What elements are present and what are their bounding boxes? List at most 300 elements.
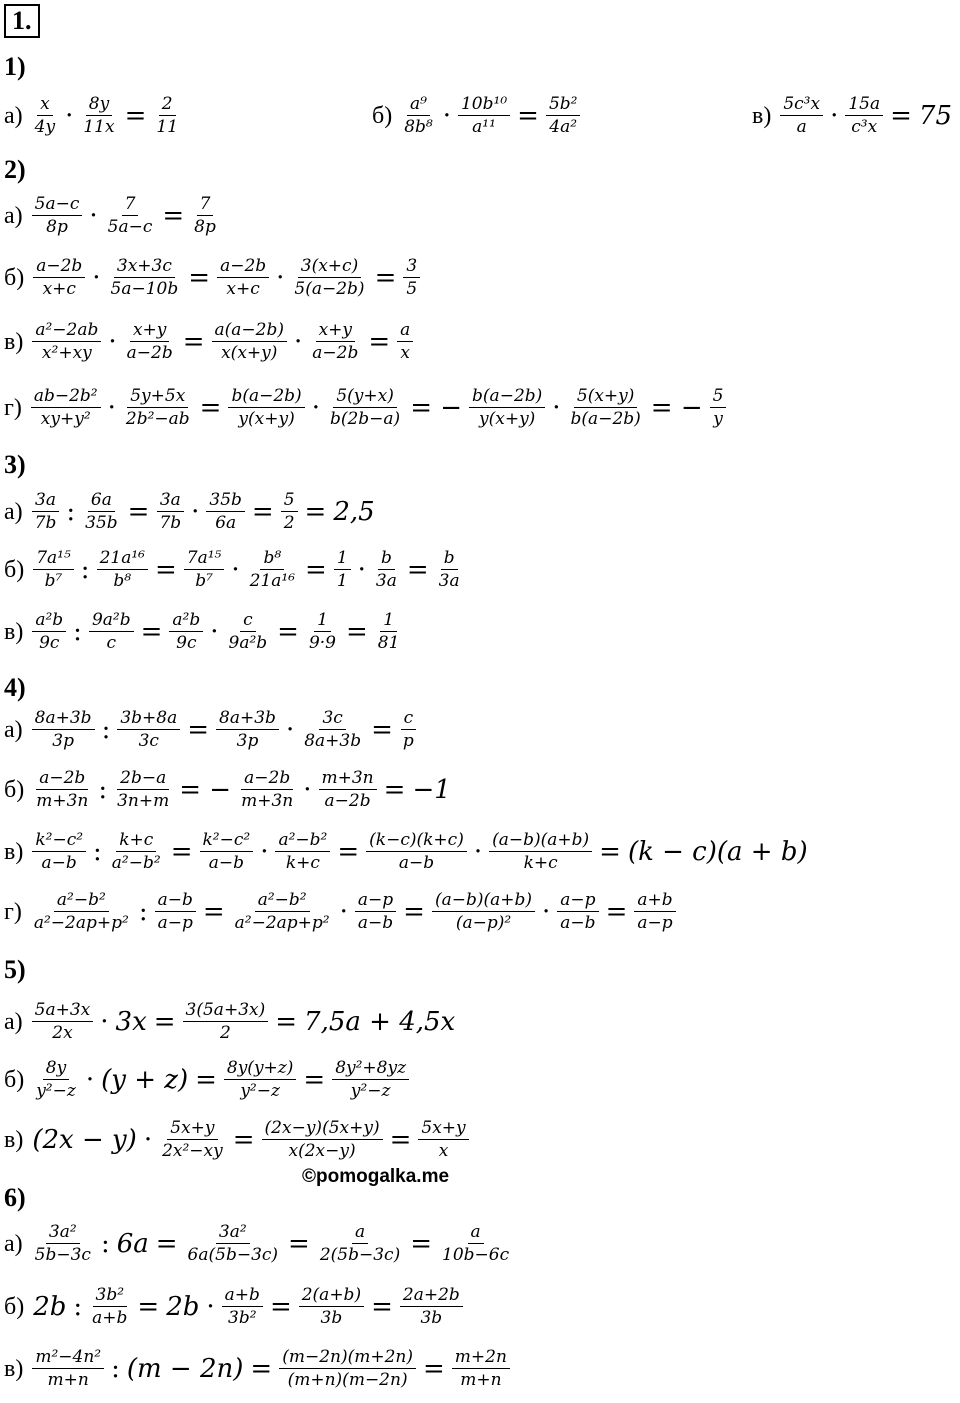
fraction: [31, 890, 132, 933]
operator: =: [371, 714, 393, 745]
fraction-numerator: (m−2n)(m+2n): [279, 1347, 416, 1369]
task-number: 1.: [4, 4, 40, 38]
fraction-denominator: 2: [283, 513, 295, 533]
expression: (2x − y): [32, 1124, 137, 1155]
fraction: [32, 830, 86, 873]
operator: =: [127, 496, 150, 527]
fraction-denominator: 11x: [83, 117, 115, 137]
fraction-numerator: a−p: [557, 890, 598, 912]
operator: = −: [179, 774, 232, 805]
fraction-denominator: m+n: [460, 1370, 502, 1390]
fraction-denominator: m+3n: [36, 791, 89, 811]
fraction-denominator: k+c: [285, 853, 320, 873]
item-label: б): [4, 1066, 25, 1093]
fraction-numerator: 7: [122, 194, 139, 216]
fraction-numerator: 5(y+x): [333, 386, 397, 408]
section-label: 1): [4, 52, 26, 81]
fraction-numerator: ab−2b²: [31, 386, 101, 408]
operator: ·: [92, 262, 101, 293]
item-label: г): [4, 394, 22, 421]
fraction-numerator: 5: [281, 490, 298, 512]
fraction-numerator: a: [352, 1222, 368, 1244]
fraction-numerator: (k−c)(k+c): [366, 830, 467, 852]
operator: :: [98, 774, 108, 805]
fraction: [262, 1118, 383, 1161]
operator: ·: [65, 100, 74, 131]
operator: =: [251, 496, 274, 527]
fraction: [169, 610, 203, 653]
fraction: [184, 548, 225, 591]
fraction-denominator: 5: [406, 279, 418, 299]
fraction-denominator: 5(a−2b): [294, 279, 365, 299]
item-label: б): [4, 1293, 25, 1320]
fraction-denominator: y²−z: [240, 1081, 280, 1101]
operator: ·: [108, 326, 117, 357]
fraction: [373, 548, 400, 591]
fraction-numerator: a: [468, 1222, 484, 1244]
fraction: [33, 1058, 79, 1101]
fraction-numerator: m+2n: [452, 1347, 510, 1369]
fraction-numerator: x+y: [130, 320, 169, 342]
fraction-numerator: 3c: [319, 708, 345, 730]
fraction-denominator: m+3n: [241, 791, 294, 811]
fraction-denominator: 8a+3b: [304, 731, 362, 751]
fraction-numerator: a²−b²: [275, 830, 330, 852]
operator: ·: [231, 554, 240, 585]
operator: =: [153, 1006, 176, 1037]
fraction-denominator: a²−2ap+p²: [234, 913, 330, 933]
fraction-denominator: 4y: [34, 117, 56, 137]
fraction-numerator: c: [240, 610, 256, 632]
fraction-numerator: a²−b²: [255, 890, 310, 912]
fraction: [291, 256, 367, 299]
equation-line: [4, 386, 729, 429]
operator: =: [303, 1064, 326, 1095]
fraction: [845, 94, 883, 137]
operator: =: [337, 836, 360, 867]
fraction: [156, 490, 184, 533]
operator: =: [187, 714, 210, 745]
operator: =: [389, 1124, 412, 1155]
fraction: [33, 768, 91, 811]
fraction-numerator: 6a: [88, 490, 115, 512]
fraction: [301, 708, 364, 751]
watermark: ©pomogalka.me: [302, 1166, 450, 1187]
fraction-denominator: 3a: [375, 571, 397, 591]
fraction: [452, 1347, 510, 1390]
fraction-denominator: m+n: [47, 1370, 89, 1390]
fraction-numerator: 5x+y: [167, 1118, 217, 1140]
operator: ·: [285, 714, 295, 745]
fraction-denominator: y²−z: [350, 1081, 391, 1101]
fraction: [159, 1118, 226, 1161]
fraction-denominator: 4a²: [549, 117, 578, 137]
fraction: [114, 768, 172, 811]
item-label: а): [4, 716, 23, 743]
operator: =: [403, 896, 425, 927]
item-label: в): [752, 102, 772, 129]
fraction: [80, 94, 117, 137]
fraction: [332, 1058, 409, 1101]
fraction-numerator: 5(x+y): [574, 386, 638, 408]
item-label: а): [4, 498, 23, 525]
fraction-denominator: b(2b−a): [329, 409, 401, 429]
section-label: 6): [4, 1183, 26, 1212]
fraction-denominator: y: [713, 409, 723, 429]
fraction: [432, 890, 535, 933]
fraction-numerator: 2: [159, 94, 176, 116]
fraction: [33, 548, 74, 591]
operator: =: [599, 836, 621, 867]
fraction-denominator: a−2b: [324, 791, 371, 811]
item-label: в): [4, 1355, 24, 1382]
fraction-numerator: m+3n: [319, 768, 377, 790]
fraction-denominator: a−2b: [126, 343, 173, 363]
equation-line: [372, 94, 583, 137]
operator: :: [101, 714, 111, 745]
fraction-denominator: 8p: [194, 217, 216, 237]
equation-line: [4, 490, 378, 533]
item-label: в): [4, 1126, 24, 1153]
fraction-denominator: x: [400, 343, 410, 363]
item-label: б): [372, 102, 393, 129]
fraction-numerator: a²b: [169, 610, 203, 632]
expression: (k − c)(a + b): [627, 836, 808, 867]
operator: =: [154, 554, 177, 585]
fraction-numerator: b(a−2b): [228, 386, 304, 408]
fraction-denominator: 3a: [438, 571, 460, 591]
fraction: [123, 386, 193, 429]
operator: ·: [260, 836, 269, 867]
operator: ·: [276, 262, 285, 293]
fraction: [458, 94, 510, 137]
item-label: в): [4, 618, 24, 645]
fraction-numerator: x+y: [316, 320, 355, 342]
fraction-numerator: a⁹: [407, 94, 430, 116]
operator: =: [605, 896, 628, 927]
operator: :: [93, 836, 102, 867]
operator: ·: [311, 392, 320, 423]
fraction-denominator: 6a: [215, 513, 237, 533]
operator: =: [188, 262, 211, 293]
expression: (y + z): [101, 1064, 189, 1095]
operator: ·: [143, 1124, 153, 1155]
fraction: [206, 490, 245, 533]
operator: :: [138, 896, 148, 927]
fraction: [82, 490, 121, 533]
fraction-denominator: 9a²b: [228, 633, 268, 653]
fraction: [334, 548, 351, 591]
operator: =: [232, 1124, 255, 1155]
fraction-denominator: a−b: [357, 913, 394, 933]
fraction-denominator: b⁷: [44, 571, 63, 591]
fraction-denominator: xy+y²: [40, 409, 91, 429]
expression: −1: [412, 774, 451, 805]
operator: =: [371, 1291, 393, 1322]
section-label: 3): [4, 450, 26, 479]
fraction: [355, 890, 396, 933]
equation-line: [4, 890, 679, 933]
item-label: а): [4, 202, 23, 229]
fraction-numerator: 8y: [43, 1058, 69, 1080]
fraction: [32, 610, 66, 653]
fraction: [400, 1285, 463, 1328]
operator: :: [66, 496, 76, 527]
item-label: а): [4, 1230, 23, 1257]
fraction-denominator: a−2b: [312, 343, 359, 363]
operator: =: [202, 896, 225, 927]
fraction-numerator: 1: [380, 610, 397, 632]
operator: ·: [442, 100, 451, 131]
section-label: 2): [4, 155, 26, 184]
fraction-denominator: 3b: [320, 1308, 343, 1328]
operator: =: [250, 1353, 273, 1384]
equation-line: [4, 1285, 466, 1328]
fraction-numerator: a: [397, 320, 413, 342]
fraction-denominator: a²−2ap+p²: [33, 913, 129, 933]
expression: 75: [918, 100, 953, 131]
fraction-numerator: 1: [314, 610, 331, 632]
fraction-numerator: b(a−2b): [469, 386, 545, 408]
fraction-denominator: x+c: [226, 279, 260, 299]
fraction: [32, 194, 83, 237]
section-label: 5): [4, 955, 26, 984]
fraction-denominator: 11: [156, 117, 179, 137]
fraction-numerator: 5a+3x: [32, 1000, 94, 1022]
fraction-numerator: b: [441, 548, 458, 570]
fraction: [183, 1000, 269, 1043]
fraction-numerator: 35b: [206, 490, 245, 512]
fraction: [232, 890, 333, 933]
fraction: [97, 548, 148, 591]
fraction-numerator: 15a: [845, 94, 883, 116]
operator: =: [137, 1291, 160, 1322]
fraction: [224, 1058, 297, 1101]
fraction-denominator: (a−p)²: [455, 913, 512, 933]
fraction-denominator: a²−b²: [111, 853, 161, 873]
fraction-denominator: 7b: [159, 513, 182, 533]
equation-line: [4, 1347, 513, 1390]
fraction-denominator: 9c: [39, 633, 60, 653]
fraction-numerator: 3x+3c: [114, 256, 175, 278]
fraction: [89, 1285, 130, 1328]
item-label: в): [4, 838, 24, 865]
fraction-numerator: a−p: [355, 890, 396, 912]
fraction: [469, 386, 545, 429]
fraction-denominator: 3b: [420, 1308, 443, 1328]
fraction-denominator: 9·9: [308, 633, 336, 653]
fraction-denominator: x: [438, 1141, 449, 1161]
item-label: в): [4, 328, 24, 355]
item-label: б): [4, 264, 25, 291]
operator: =: [410, 1228, 433, 1259]
fraction-numerator: 5: [710, 386, 727, 408]
equation-line: [4, 256, 423, 299]
fraction: [238, 768, 296, 811]
fraction-numerator: 3a²: [216, 1222, 250, 1244]
equation-line: [4, 768, 454, 811]
fraction-numerator: 3: [403, 256, 420, 278]
fraction: [439, 1222, 512, 1265]
fraction: [568, 386, 644, 429]
operator: ·: [191, 496, 200, 527]
fraction-denominator: 8b⁸: [404, 117, 433, 137]
fraction: [155, 890, 196, 933]
equation-line: [4, 320, 416, 363]
equation-line: [4, 1222, 515, 1265]
fraction-denominator: y(x+y): [238, 409, 295, 429]
operator: =: [305, 554, 327, 585]
fraction-denominator: 1: [336, 571, 348, 591]
equation-line: [752, 94, 955, 137]
item-label: а): [4, 1008, 23, 1035]
operator: = −: [410, 392, 463, 423]
expression: 2,5: [333, 496, 375, 527]
fraction: [89, 610, 134, 653]
fraction-denominator: y(x+y): [479, 409, 536, 429]
fraction-numerator: 5b²: [546, 94, 581, 116]
operator: =: [124, 100, 147, 131]
fraction: [247, 548, 298, 591]
fraction-numerator: a+b: [222, 1285, 263, 1307]
fraction: [319, 768, 377, 811]
fraction: [32, 708, 95, 751]
operator: ·: [552, 392, 561, 423]
fraction: [185, 1222, 282, 1265]
fraction: [327, 386, 403, 429]
fraction: [279, 1347, 416, 1390]
fraction-numerator: 10b¹⁰: [458, 94, 510, 116]
expression: 2b: [166, 1291, 200, 1322]
operator: =: [890, 100, 912, 131]
fraction: [418, 1118, 468, 1161]
operator: :: [111, 1353, 120, 1384]
fraction-denominator: a−b: [560, 913, 596, 933]
section-label: 4): [4, 673, 26, 702]
fraction-numerator: 3a²: [46, 1222, 80, 1244]
equation-line: [4, 1000, 458, 1043]
fraction-denominator: 7b: [34, 513, 57, 533]
fraction-numerator: 3a: [32, 490, 59, 512]
fraction-numerator: 7a¹⁵: [33, 548, 74, 570]
fraction-numerator: 2(a+b): [299, 1285, 364, 1307]
fraction-denominator: b(a−2b): [570, 409, 641, 429]
fraction-numerator: c: [401, 708, 417, 730]
fraction-denominator: (m+n)(m−2n): [287, 1370, 408, 1390]
fraction-numerator: b⁸: [260, 548, 284, 570]
operator: :: [80, 554, 90, 585]
fraction-denominator: b⁸: [113, 571, 132, 591]
equation-line: [4, 194, 222, 237]
operator: ·: [357, 554, 366, 585]
operator: ·: [85, 1064, 95, 1095]
fraction-denominator: c³x: [851, 117, 878, 137]
fraction-numerator: b: [378, 548, 395, 570]
operator: ·: [100, 1006, 109, 1037]
operator: =: [368, 326, 391, 357]
operator: ·: [542, 896, 551, 927]
operator: :: [73, 616, 82, 647]
operator: =: [288, 1228, 310, 1259]
fraction-numerator: a+b: [634, 890, 675, 912]
expression: 7,5a + 4,5x: [304, 1006, 456, 1037]
fraction: [32, 1222, 94, 1265]
fraction-denominator: 9c: [176, 633, 197, 653]
operator: =: [346, 616, 368, 647]
fraction-denominator: 6a(5b−3c): [187, 1245, 279, 1265]
fraction-denominator: y²−z: [36, 1081, 76, 1101]
fraction: [32, 94, 58, 137]
fraction-denominator: k+c: [523, 853, 558, 873]
fraction: [32, 320, 101, 363]
fraction-denominator: 3p: [236, 731, 259, 751]
operator: ·: [830, 100, 839, 131]
fraction: [557, 890, 598, 933]
fraction-denominator: b⁷: [195, 571, 213, 591]
fraction-denominator: x(2x−y): [288, 1141, 356, 1161]
fraction-numerator: 3a: [157, 490, 184, 512]
fraction-numerator: 1: [334, 548, 351, 570]
fraction: [281, 490, 298, 533]
fraction: [217, 256, 269, 299]
fraction-numerator: a−2b: [217, 256, 269, 278]
item-label: а): [4, 102, 23, 129]
equation-line: [4, 708, 420, 751]
operator: =: [140, 616, 163, 647]
fraction-denominator: c: [106, 633, 117, 653]
fraction-denominator: x(x+y): [221, 343, 278, 363]
fraction-numerator: a−2b: [241, 768, 293, 790]
fraction-denominator: p: [402, 731, 414, 751]
fraction-numerator: 3b²: [93, 1285, 128, 1307]
fraction-numerator: a²−b²: [54, 890, 109, 912]
fraction-numerator: x: [37, 94, 53, 116]
operator: =: [423, 1353, 445, 1384]
item-label: г): [4, 898, 22, 925]
fraction-denominator: 3c: [138, 731, 159, 751]
fraction-denominator: 35b: [85, 513, 118, 533]
fraction-numerator: 7: [197, 194, 214, 216]
operator: ·: [339, 896, 348, 927]
fraction-numerator: a−b: [155, 890, 196, 912]
fraction-denominator: 3p: [52, 731, 74, 751]
fraction-denominator: x²+xy: [41, 343, 92, 363]
fraction-numerator: 8y²+8yz: [332, 1058, 409, 1080]
fraction-numerator: 8a+3b: [216, 708, 279, 730]
fraction: [375, 610, 403, 653]
operator: ·: [107, 392, 116, 423]
fraction: [546, 94, 581, 137]
fraction-numerator: a(a−2b): [212, 320, 287, 342]
operator: =: [517, 100, 539, 131]
fraction-numerator: 9a²b: [89, 610, 134, 632]
fraction: [191, 194, 219, 237]
fraction-numerator: a−2b: [33, 256, 85, 278]
operator: =: [182, 326, 205, 357]
fraction: [317, 1222, 403, 1265]
fraction: [200, 830, 254, 873]
fraction-numerator: k²−c²: [200, 830, 254, 852]
fraction: [400, 708, 417, 751]
fraction-denominator: x+c: [42, 279, 76, 299]
fraction: [124, 320, 176, 363]
fraction-denominator: 21a¹⁶: [249, 571, 296, 591]
fraction: [117, 708, 180, 751]
operator: =: [277, 616, 299, 647]
fraction-numerator: 2a+2b: [400, 1285, 463, 1307]
item-label: б): [4, 776, 25, 803]
expression: (m − 2n): [126, 1353, 244, 1384]
